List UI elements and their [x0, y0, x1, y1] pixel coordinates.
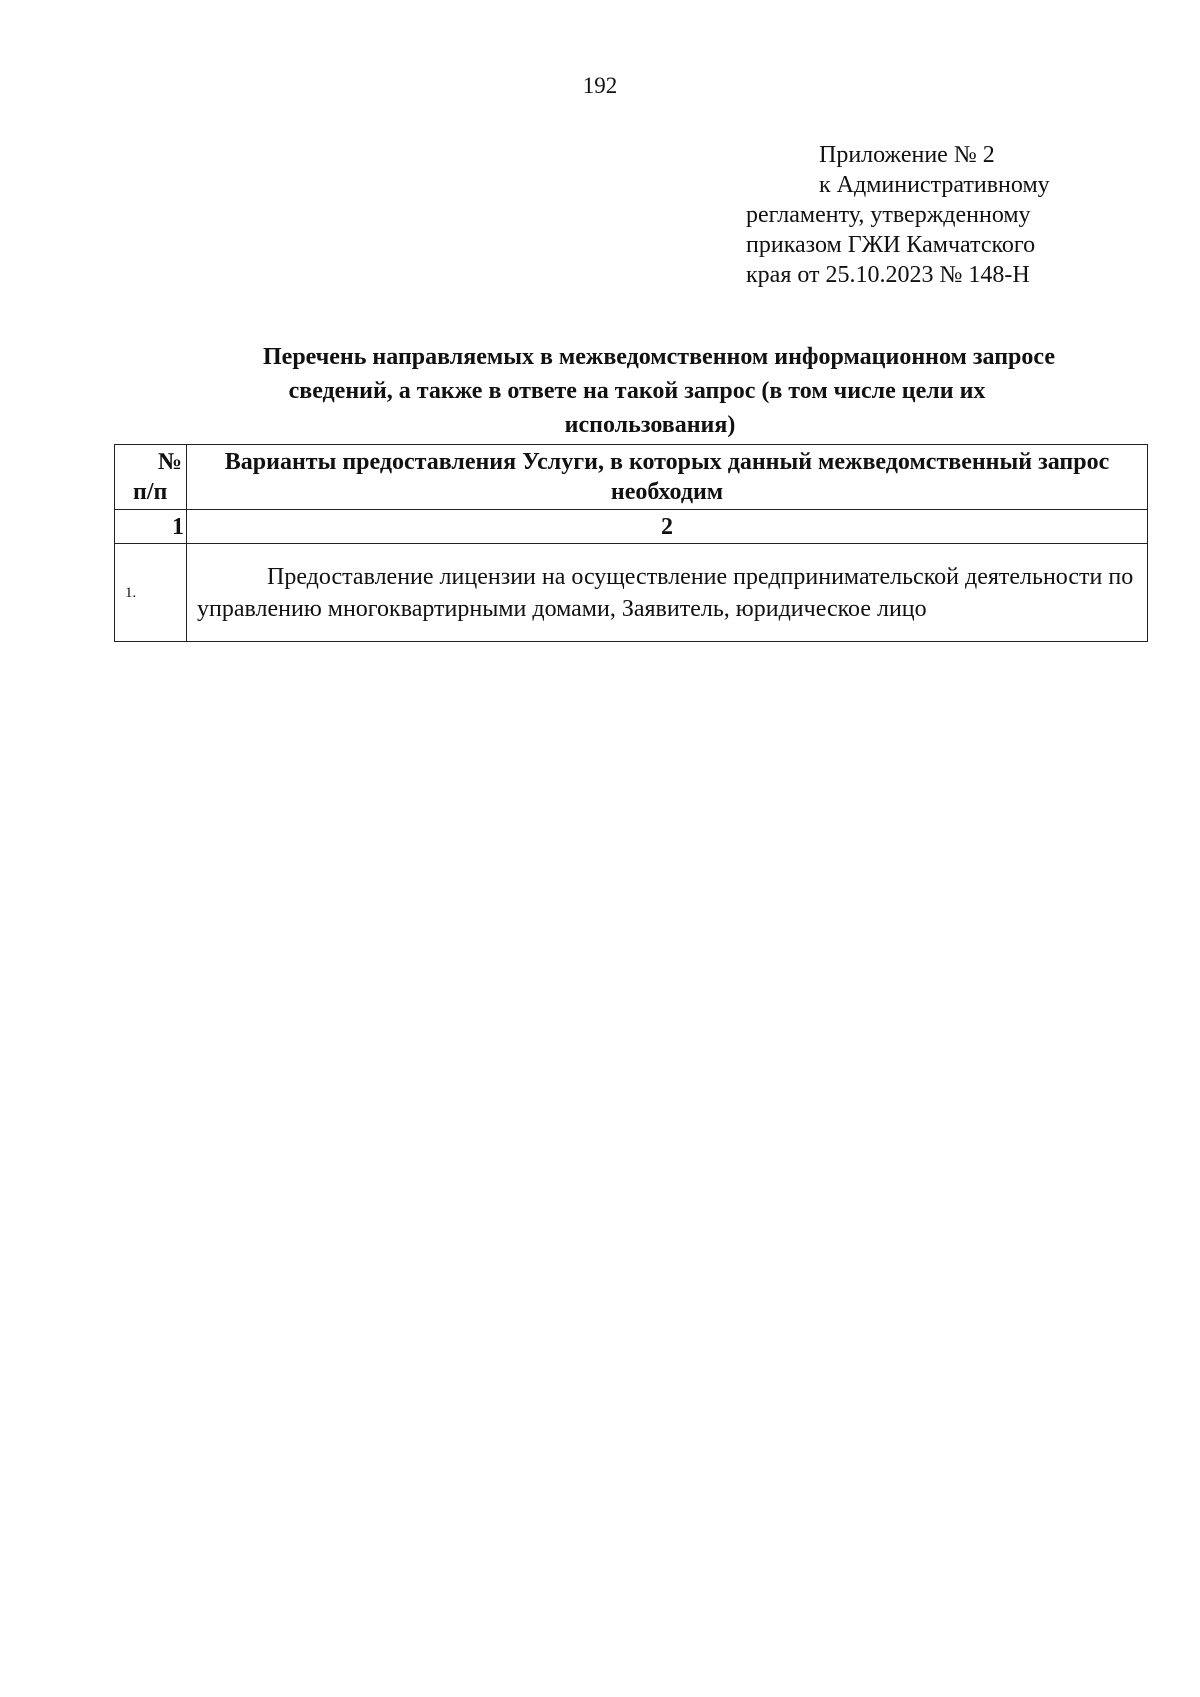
document-title	[150, 340, 1150, 442]
appendix-reference	[746, 140, 1106, 290]
appendix-line: регламенту, утвержденному	[746, 202, 1031, 228]
row-number: 1.	[115, 544, 187, 642]
title-line: Перечень направляемых в межведомственном информационном запросе	[263, 344, 1055, 370]
row-text: Предоставление лицензии на осуществление предпринимательской деятельности по управлению многоквартирными домами, Заявитель, юридическое лицо	[187, 544, 1148, 642]
page-number: 192	[582, 73, 618, 98]
appendix-line: Приложение № 2	[819, 142, 995, 168]
table-header-row	[115, 445, 1148, 510]
header-variants-cell: Варианты предоставления Услуги, в которых данный межведомственный запрос необходим	[187, 445, 1148, 510]
index-cell-2: 2	[187, 510, 1148, 544]
requests-table	[114, 444, 1148, 642]
header-number-cell	[115, 445, 187, 510]
table-row	[115, 544, 1148, 642]
title-line: использования)	[564, 412, 736, 438]
appendix-line: приказом ГЖИ Камчатского	[746, 232, 1036, 258]
table-index-row	[115, 510, 1148, 544]
index-cell-1: 1	[115, 510, 187, 544]
appendix-line: края от 25.10.2023 № 148-Н	[746, 262, 1030, 288]
header-number-label: п/п	[133, 479, 168, 505]
title-line: сведений, а также в ответе на такой запрос (в том числе цели их	[288, 378, 986, 404]
appendix-line: к Административному	[819, 172, 1050, 198]
header-number-sign: №	[157, 449, 182, 475]
